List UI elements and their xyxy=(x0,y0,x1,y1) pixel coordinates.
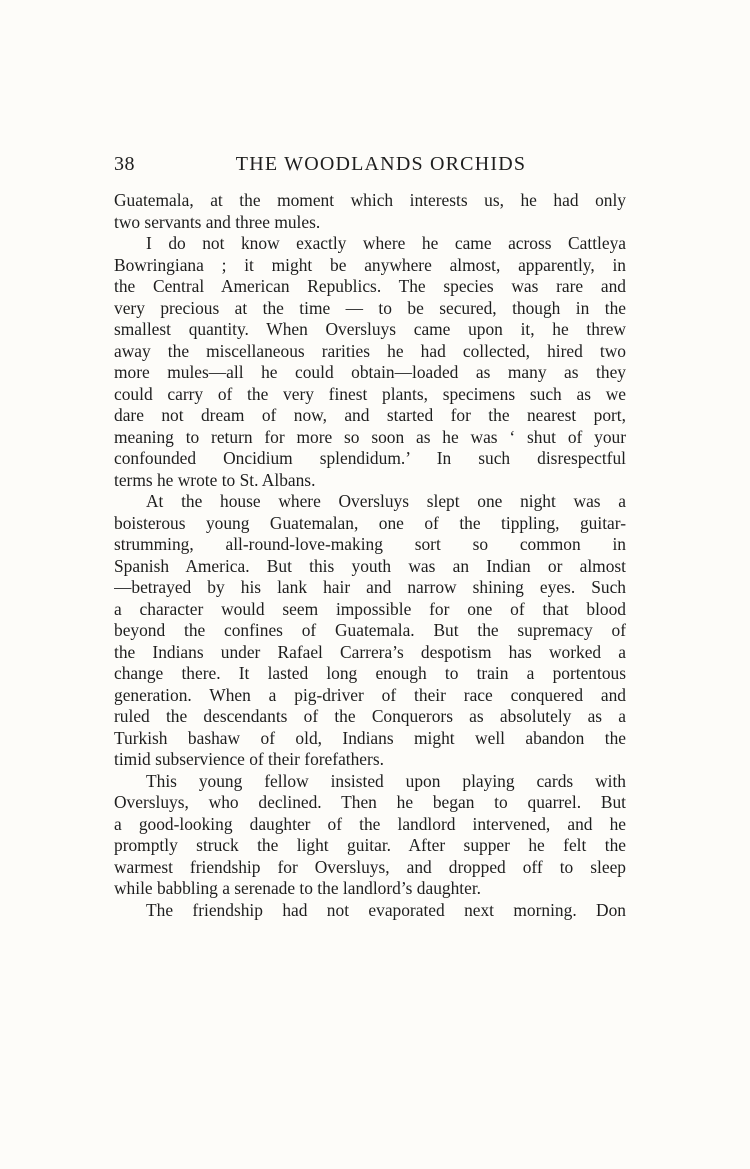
text-line: promptly struck the light guitar. After supper he felt the xyxy=(114,835,626,855)
text-line: Oversluys, who declined. Then he began to quarrel. But xyxy=(114,792,626,812)
text-line: away the miscellaneous rarities he had collected, hired two xyxy=(114,340,626,361)
text-line: the Central American Republics. The species was rare and xyxy=(114,276,626,296)
text-line: could carry of the very finest plants, specimens such as we xyxy=(114,383,626,404)
running-title: THE WOODLANDS ORCHIDS xyxy=(235,153,527,175)
text-line: while babbling a serenade to the landlord’s daughter. xyxy=(114,878,482,898)
text-line: warmest friendship for Oversluys, and dropped off to sleep xyxy=(114,856,626,877)
text-line: —betrayed by his lank hair and narrow shining eyes. Such xyxy=(114,577,626,597)
text-line: Guatemala, at the moment which interests us, he had only xyxy=(114,190,626,210)
text-line: Turkish bashaw of old, Indians might well abandon the xyxy=(114,727,626,748)
text-line: beyond the confines of Guatemala. But the supremacy of xyxy=(114,620,626,640)
text-line: dare not dream of now, and started for the nearest port, xyxy=(114,405,626,425)
text-line: Spanish America. But this youth was an Indian or almost xyxy=(114,555,626,576)
text-line: meaning to return for more so soon as he was ‘ shut of your xyxy=(114,426,626,447)
text-line: I do not know exactly where he came across Cattleya xyxy=(146,233,626,253)
text-line: change there. It lasted long enough to train a portentous xyxy=(114,663,626,683)
body-text xyxy=(114,190,626,921)
text-line: very precious at the time — to be secured, though in the xyxy=(114,297,626,318)
text-line: ruled the descendants of the Conquerors as absolutely as a xyxy=(114,706,626,726)
text-line: terms he wrote to St. Albans. xyxy=(114,469,316,490)
page-number: 38 xyxy=(114,153,135,175)
text-line: boisterous young Guatemalan, one of the tippling, guitar- xyxy=(114,512,626,533)
page-header xyxy=(114,153,626,183)
text-line: a good-looking daughter of the landlord intervened, and he xyxy=(114,813,626,834)
text-line: generation. When a pig-driver of their race conquered and xyxy=(114,684,626,705)
text-line: confounded Oncidium splendidum.’ In such disrespectful xyxy=(114,448,626,468)
text-line: At the house where Oversluys slept one night was a xyxy=(146,491,626,511)
text-line: The friendship had not evaporated next morning. Don xyxy=(146,899,626,920)
text-line: timid subservience of their forefathers. xyxy=(114,749,384,769)
text-line: the Indians under Rafael Carrera’s despotism has worked a xyxy=(114,641,626,662)
text-line: a character would seem impossible for one of that blood xyxy=(114,598,626,619)
text-line: smallest quantity. When Oversluys came upon it, he threw xyxy=(114,319,626,339)
text-line: This young fellow insisted upon playing cards with xyxy=(146,770,626,791)
text-line: two servants and three mules. xyxy=(114,211,321,232)
text-line: more mules—all he could obtain—loaded as many as they xyxy=(114,362,626,382)
text-line: strumming, all-round-love-making sort so common in xyxy=(114,534,626,554)
text-line: Bowringiana ; it might be anywhere almost, apparently, in xyxy=(114,254,626,275)
